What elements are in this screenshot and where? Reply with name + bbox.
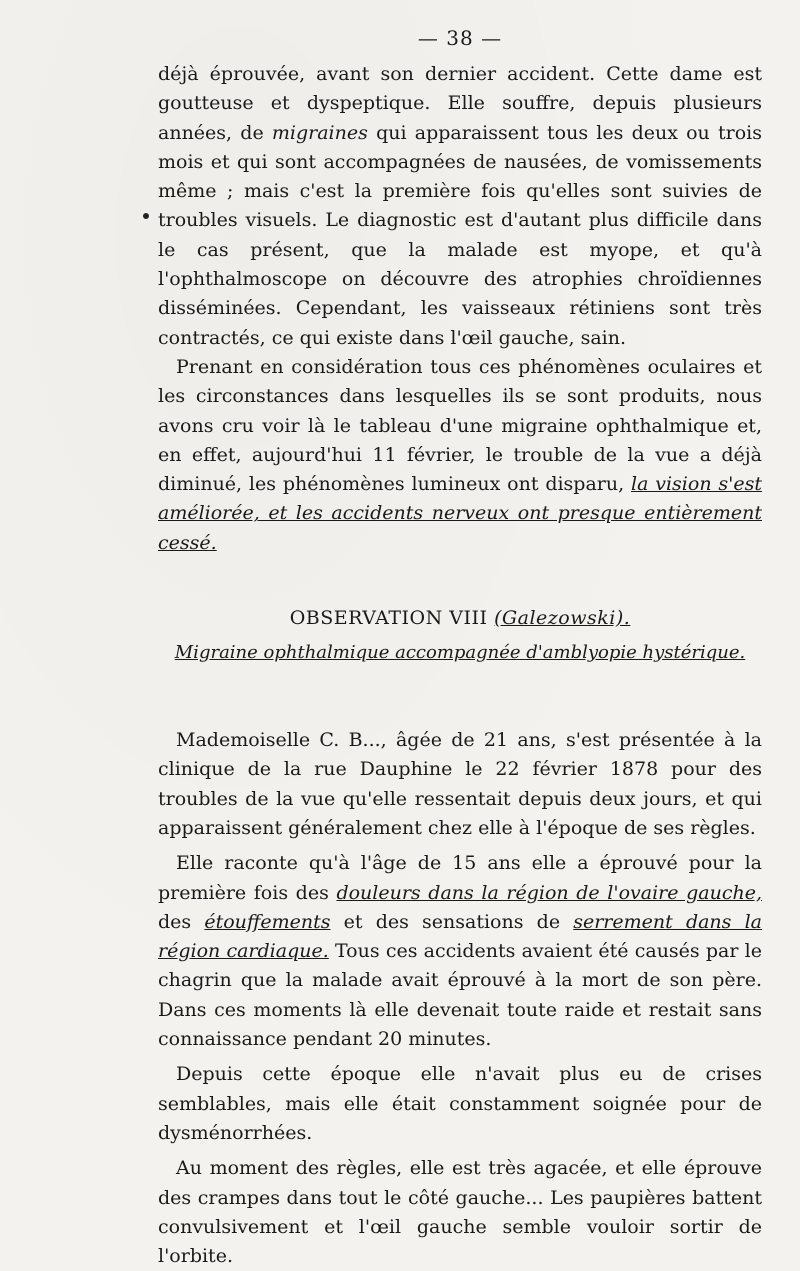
section-after: [158, 726, 762, 1271]
text-run-italic: la vision s'est améliorée, et les accidents nerveux ont presque entièrement cessé.: [158, 473, 762, 554]
text-run-italic: étouffements: [204, 910, 331, 933]
paragraph-patient: [158, 726, 762, 843]
text-run: Prenant en considération tous ces phénomènes oculaires et les circonstances dans lesquelles ils se sont produits, nous avons cru voir là le tableau d'une migraine ophthalmique et, en effet, aujourd'hui 11 février, le trouble de la vue a déjà diminué, les phénomènes lumineux ont disparu,: [158, 355, 762, 496]
text-run-italic: douleurs dans la région de l'ovaire gauche,: [336, 881, 762, 904]
observation-subtitle: [158, 640, 762, 666]
section-before: [158, 60, 762, 558]
paragraph-considerations: [158, 353, 762, 558]
text-run: Tous ces accidents avaient été causés par le chagrin que la malade avait éprouvé à la mort de son père. Dans ces moments là elle devenait toute raide et restait sans connaissance pendant 20 minutes.: [158, 940, 762, 1051]
paragraph-history: [158, 849, 762, 1054]
page-number: — 38 —: [417, 26, 503, 50]
text-run: Elle raconte qu'à l'âge de 15 ans elle a éprouvé pour la première fois des: [158, 852, 762, 904]
text-run: Mademoiselle C. B..., âgée de 21 ans, s'est présentée à la clinique de la rue Dauphine le 22 février 1878 pour des troubles de la vue qu'elle ressentait depuis deux jours, et qui apparaissent généralement chez elle à l'époque de ses règles.: [158, 729, 762, 839]
text-run: déjà éprouvée, avant son dernier accident. Cette dame est goutteuse et dyspeptique. Elle souffre, depuis plusieurs années, de: [158, 63, 762, 144]
paragraph-menses: [158, 1154, 762, 1271]
text-run: des: [158, 910, 205, 933]
observation-title: [158, 604, 762, 632]
text-run: et des sensations de: [330, 910, 574, 933]
text-run: Depuis cette époque elle n'avait plus eu de crises semblables, mais elle était constamment soignée pour de dysménorrhées.: [158, 1063, 762, 1144]
paragraph-since: [158, 1060, 762, 1148]
text-run-italic: serrement dans la région cardiaque.: [158, 910, 762, 963]
observation-subtitle-text: Migraine ophthalmique accompagnée d'amblyopie hystérique.: [174, 642, 746, 664]
text-run-italic: migraines: [271, 121, 368, 144]
text-run: Au moment des règles, elle est très agacée, et elle éprouve des crampes dans tout le côté gauche... Les paupières battent convulsivement et l'œil gauche semble vouloir sortir de l'orbite.: [158, 1157, 762, 1268]
text-run: qui apparaissent tous les deux ou trois mois et qui sont accompagnées de nausées, de vomissements même ; mais c'est la première fois qu'elles sont suivies de troubles visuels. Le diagnostic est d'autant plus difficile dans le cas présent, que la malade est myope, et qu'à l'ophthalmoscope on découvre des atrophies chroïdiennes disséminées. Cependant, les vaisseaux rétiniens sont très contractés, ce qui existe dans l'œil gauche, sain.: [158, 121, 762, 349]
observation-author: (Galezowski).: [494, 607, 631, 630]
ink-spot: [143, 213, 149, 219]
paragraph-continuation: [158, 60, 762, 353]
observation-number: OBSERVATION VIII: [289, 607, 488, 630]
